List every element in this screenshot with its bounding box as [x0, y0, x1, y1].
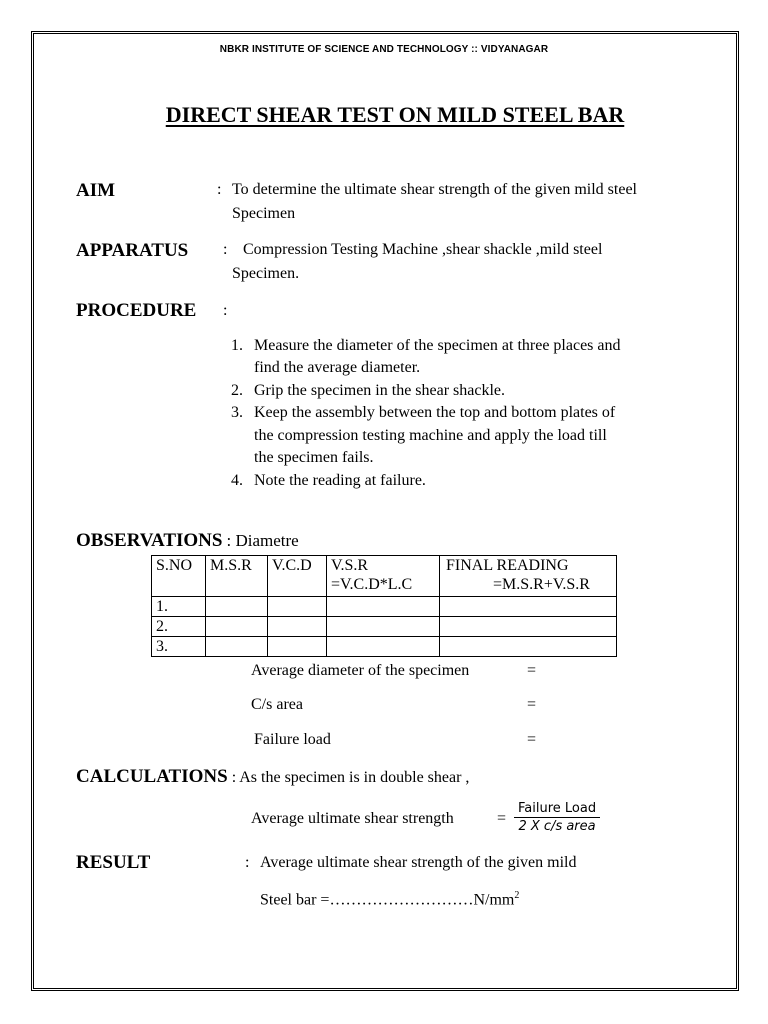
- cell-empty: [440, 637, 617, 657]
- cell-empty: [206, 617, 268, 637]
- formula-fraction: [514, 800, 600, 836]
- cell-empty: [327, 617, 440, 637]
- cell-empty: [206, 597, 268, 617]
- cell-sno: 2.: [152, 617, 206, 637]
- result-steel-bar-text: Steel bar =………………………N/mm: [260, 891, 515, 909]
- procedure-step-number: 4.: [231, 472, 243, 489]
- result-colon: :: [245, 854, 250, 871]
- procedure-label: PROCEDURE: [76, 300, 197, 321]
- apparatus-label: APPARATUS: [76, 240, 189, 261]
- failure-load-label: Failure load: [254, 731, 331, 748]
- table-row: [152, 637, 617, 657]
- observations-suffix: : Diametre: [226, 531, 299, 550]
- procedure-step-text: Grip the specimen in the shear shackle.: [254, 382, 506, 399]
- observations-table: [151, 555, 617, 657]
- aim-colon: :: [217, 181, 222, 198]
- failure-load-equals: =: [527, 731, 537, 748]
- apparatus-colon: :: [223, 241, 228, 258]
- cell-empty: [327, 637, 440, 657]
- cell-empty: [206, 637, 268, 657]
- formula-numerator: Failure Load: [514, 800, 600, 818]
- procedure-step-number: 2.: [231, 382, 243, 399]
- avg-diameter-label: Average diameter of the specimen: [251, 662, 470, 679]
- procedure-step-text: the specimen fails.: [254, 449, 374, 466]
- aim-label: AIM: [76, 180, 116, 201]
- procedure-colon: :: [223, 302, 228, 319]
- calculations-heading: [76, 766, 469, 788]
- calculations-text: : As the specimen is in double shear ,: [231, 769, 470, 786]
- apparatus-text-line1: Compression Testing Machine ,shear shackle ,mild steel: [243, 241, 603, 258]
- aim-text-line1: To determine the ultimate shear strength of the given mild steel: [232, 181, 637, 198]
- header-final-line2: =M.S.R+V.S.R: [493, 576, 590, 593]
- header-vsr-line1: V.S.R: [331, 557, 369, 574]
- aim-text-line2: Specimen: [232, 205, 296, 222]
- formula-label: Average ultimate shear strength: [251, 810, 454, 827]
- cell-empty: [327, 597, 440, 617]
- observations-label: OBSERVATIONS: [76, 530, 223, 551]
- result-text-line2: [260, 890, 519, 909]
- cell-empty: [440, 597, 617, 617]
- apparatus-text-line2: Specimen.: [232, 265, 300, 282]
- procedure-step-text: Measure the diameter of the specimen at three places and: [254, 337, 621, 354]
- cell-empty: [268, 597, 327, 617]
- procedure-step-text: Keep the assembly between the top and bottom plates of: [254, 404, 616, 421]
- cs-area-equals: =: [527, 696, 537, 713]
- table-row: [152, 597, 617, 617]
- header-cell-msr: M.S.R: [206, 556, 268, 597]
- header-cell-vcd: V.C.D: [268, 556, 327, 597]
- result-superscript: 2: [514, 890, 520, 901]
- calculations-label: CALCULATIONS: [76, 766, 228, 787]
- table-row: [152, 617, 617, 637]
- table-header-row: [152, 556, 617, 597]
- procedure-step-text: Note the reading at failure.: [254, 472, 426, 489]
- procedure-step-number: 1.: [231, 337, 243, 354]
- header-final-line1: FINAL READING: [446, 557, 569, 574]
- header-cell-sno: S.NO: [152, 556, 206, 597]
- avg-diameter-equals: =: [527, 662, 537, 679]
- cell-empty: [268, 617, 327, 637]
- header-cell-final-reading: [440, 556, 617, 597]
- cell-sno: 1.: [152, 597, 206, 617]
- observations-heading: [76, 530, 299, 552]
- cell-empty: [268, 637, 327, 657]
- page-title: DIRECT SHEAR TEST ON MILD STEEL BAR: [165, 102, 625, 127]
- institute-name: NBKR INSTITUTE OF SCIENCE AND TECHNOLOGY :: VIDYANAGAR: [219, 44, 549, 55]
- result-text-line1: Average ultimate shear strength of the given mild: [260, 854, 577, 871]
- cell-sno: 3.: [152, 637, 206, 657]
- cs-area-label: C/s area: [251, 696, 303, 713]
- procedure-step-number: 3.: [231, 404, 243, 421]
- cell-empty: [440, 617, 617, 637]
- page-border: [31, 31, 739, 991]
- header-vsr-line2: =V.C.D*L.C: [331, 576, 413, 593]
- formula-equals: =: [497, 810, 507, 827]
- procedure-step-text: the compression testing machine and apply the load till: [254, 427, 607, 444]
- procedure-step-text: find the average diameter.: [254, 359, 421, 376]
- result-label: RESULT: [76, 852, 151, 873]
- header-cell-vsr: [327, 556, 440, 597]
- formula-denominator: 2 X c/s area: [518, 819, 596, 834]
